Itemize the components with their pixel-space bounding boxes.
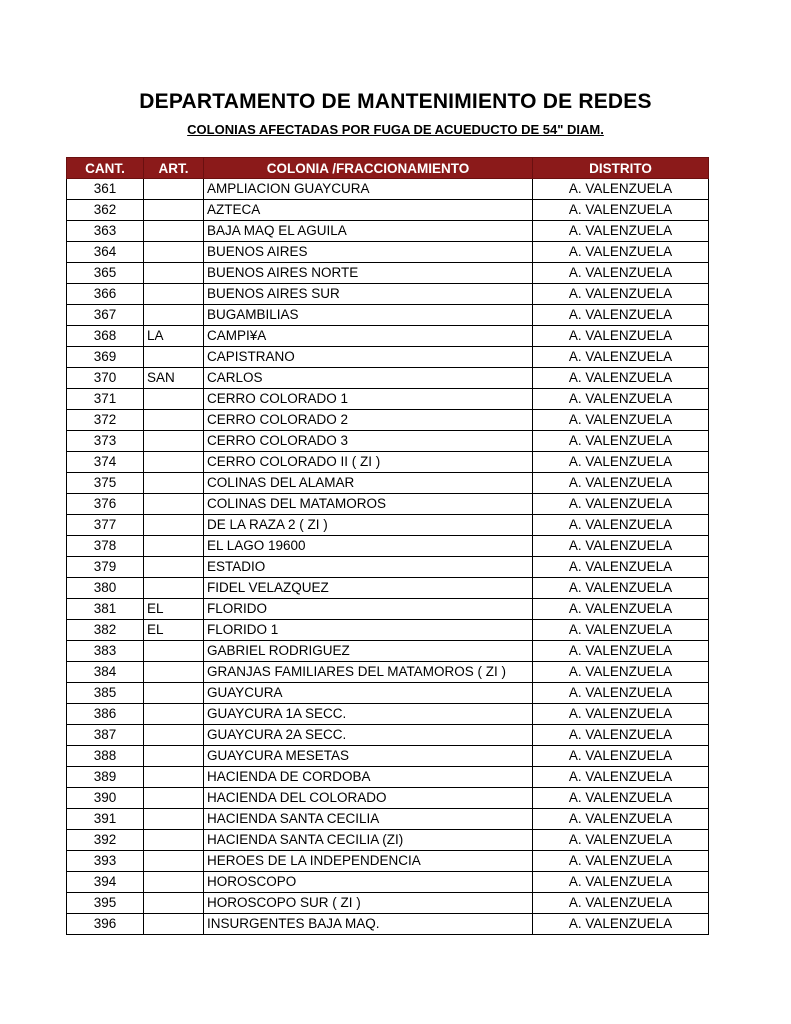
table-row bbox=[67, 431, 709, 452]
cell-art bbox=[144, 725, 204, 746]
cell-art bbox=[144, 515, 204, 536]
cell-colonia: GUAYCURA 2A SECC. bbox=[204, 725, 533, 746]
cell-art bbox=[144, 578, 204, 599]
cell-cant: 384 bbox=[67, 662, 144, 683]
cell-colonia: COLINAS DEL MATAMOROS bbox=[204, 494, 533, 515]
table-row bbox=[67, 683, 709, 704]
cell-cant: 380 bbox=[67, 578, 144, 599]
cell-distrito: A. VALENZUELA bbox=[533, 620, 709, 641]
cell-cant: 392 bbox=[67, 830, 144, 851]
cell-colonia: CAMPI¥A bbox=[204, 326, 533, 347]
cell-distrito: A. VALENZUELA bbox=[533, 578, 709, 599]
table-row bbox=[67, 368, 709, 389]
cell-cant: 372 bbox=[67, 410, 144, 431]
table-row bbox=[67, 809, 709, 830]
cell-cant: 386 bbox=[67, 704, 144, 725]
cell-cant: 368 bbox=[67, 326, 144, 347]
table-row bbox=[67, 662, 709, 683]
cell-colonia: EL LAGO 19600 bbox=[204, 536, 533, 557]
cell-cant: 375 bbox=[67, 473, 144, 494]
cell-colonia: COLINAS DEL ALAMAR bbox=[204, 473, 533, 494]
cell-art: LA bbox=[144, 326, 204, 347]
table-row bbox=[67, 263, 709, 284]
cell-distrito: A. VALENZUELA bbox=[533, 305, 709, 326]
cell-distrito: A. VALENZUELA bbox=[533, 410, 709, 431]
document-title: DEPARTAMENTO DE MANTENIMIENTO DE REDES bbox=[139, 90, 652, 113]
table-row bbox=[67, 389, 709, 410]
cell-colonia: CERRO COLORADO 1 bbox=[204, 389, 533, 410]
cell-cant: 364 bbox=[67, 242, 144, 263]
cell-cant: 389 bbox=[67, 767, 144, 788]
cell-cant: 361 bbox=[67, 179, 144, 200]
cell-cant: 365 bbox=[67, 263, 144, 284]
cell-cant: 379 bbox=[67, 557, 144, 578]
cell-art: EL bbox=[144, 620, 204, 641]
cell-colonia: CARLOS bbox=[204, 368, 533, 389]
cell-art bbox=[144, 914, 204, 935]
cell-cant: 367 bbox=[67, 305, 144, 326]
table-row bbox=[67, 284, 709, 305]
cell-distrito: A. VALENZUELA bbox=[533, 284, 709, 305]
table-row bbox=[67, 494, 709, 515]
cell-art bbox=[144, 851, 204, 872]
document-subtitle: COLONIAS AFECTADAS POR FUGA DE ACUEDUCTO DE 54" DIAM. bbox=[187, 122, 604, 137]
cell-art bbox=[144, 893, 204, 914]
cell-art bbox=[144, 221, 204, 242]
cell-distrito: A. VALENZUELA bbox=[533, 641, 709, 662]
table-row bbox=[67, 536, 709, 557]
cell-distrito: A. VALENZUELA bbox=[533, 536, 709, 557]
cell-art bbox=[144, 263, 204, 284]
cell-colonia: BUGAMBILIAS bbox=[204, 305, 533, 326]
cell-art bbox=[144, 410, 204, 431]
cell-cant: 366 bbox=[67, 284, 144, 305]
cell-colonia: BUENOS AIRES bbox=[204, 242, 533, 263]
cell-colonia: BAJA MAQ EL AGUILA bbox=[204, 221, 533, 242]
cell-distrito: A. VALENZUELA bbox=[533, 179, 709, 200]
cell-art bbox=[144, 662, 204, 683]
cell-art bbox=[144, 389, 204, 410]
header-art: ART. bbox=[144, 158, 204, 179]
cell-art bbox=[144, 347, 204, 368]
header-colonia: COLONIA /FRACCIONAMIENTO bbox=[204, 158, 533, 179]
cell-art bbox=[144, 284, 204, 305]
cell-colonia: CAPISTRANO bbox=[204, 347, 533, 368]
cell-colonia: AMPLIACION GUAYCURA bbox=[204, 179, 533, 200]
cell-distrito: A. VALENZUELA bbox=[533, 746, 709, 767]
table-row bbox=[67, 347, 709, 368]
table-row bbox=[67, 893, 709, 914]
header-cant: CANT. bbox=[67, 158, 144, 179]
cell-colonia: FLORIDO 1 bbox=[204, 620, 533, 641]
table-row bbox=[67, 767, 709, 788]
cell-art bbox=[144, 767, 204, 788]
cell-cant: 376 bbox=[67, 494, 144, 515]
cell-distrito: A. VALENZUELA bbox=[533, 221, 709, 242]
table-row bbox=[67, 326, 709, 347]
cell-colonia: BUENOS AIRES SUR bbox=[204, 284, 533, 305]
cell-distrito: A. VALENZUELA bbox=[533, 326, 709, 347]
cell-cant: 363 bbox=[67, 221, 144, 242]
cell-colonia: HACIENDA DE CORDOBA bbox=[204, 767, 533, 788]
cell-cant: 371 bbox=[67, 389, 144, 410]
table-row bbox=[67, 578, 709, 599]
cell-distrito: A. VALENZUELA bbox=[533, 452, 709, 473]
table-row bbox=[67, 914, 709, 935]
cell-colonia: DE LA RAZA 2 ( ZI ) bbox=[204, 515, 533, 536]
cell-distrito: A. VALENZUELA bbox=[533, 662, 709, 683]
table-row bbox=[67, 179, 709, 200]
cell-art bbox=[144, 641, 204, 662]
cell-art bbox=[144, 788, 204, 809]
cell-cant: 377 bbox=[67, 515, 144, 536]
cell-cant: 373 bbox=[67, 431, 144, 452]
cell-cant: 390 bbox=[67, 788, 144, 809]
cell-distrito: A. VALENZUELA bbox=[533, 851, 709, 872]
cell-art bbox=[144, 536, 204, 557]
table-row bbox=[67, 221, 709, 242]
cell-cant: 369 bbox=[67, 347, 144, 368]
cell-art bbox=[144, 557, 204, 578]
cell-colonia: HACIENDA DEL COLORADO bbox=[204, 788, 533, 809]
cell-cant: 378 bbox=[67, 536, 144, 557]
table-row bbox=[67, 599, 709, 620]
cell-art bbox=[144, 683, 204, 704]
table-row bbox=[67, 515, 709, 536]
cell-art bbox=[144, 494, 204, 515]
table-row bbox=[67, 851, 709, 872]
cell-colonia: CERRO COLORADO 2 bbox=[204, 410, 533, 431]
table-row bbox=[67, 242, 709, 263]
cell-art bbox=[144, 473, 204, 494]
cell-distrito: A. VALENZUELA bbox=[533, 809, 709, 830]
table-row bbox=[67, 641, 709, 662]
colonias-table bbox=[66, 157, 709, 935]
cell-cant: 385 bbox=[67, 683, 144, 704]
cell-colonia: FLORIDO bbox=[204, 599, 533, 620]
table-row bbox=[67, 725, 709, 746]
cell-distrito: A. VALENZUELA bbox=[533, 200, 709, 221]
table-row bbox=[67, 410, 709, 431]
cell-colonia: BUENOS AIRES NORTE bbox=[204, 263, 533, 284]
table-row bbox=[67, 452, 709, 473]
cell-colonia: CERRO COLORADO 3 bbox=[204, 431, 533, 452]
cell-distrito: A. VALENZUELA bbox=[533, 830, 709, 851]
cell-cant: 382 bbox=[67, 620, 144, 641]
cell-art bbox=[144, 200, 204, 221]
cell-art bbox=[144, 431, 204, 452]
cell-colonia: AZTECA bbox=[204, 200, 533, 221]
table-row bbox=[67, 557, 709, 578]
cell-distrito: A. VALENZUELA bbox=[533, 431, 709, 452]
cell-distrito: A. VALENZUELA bbox=[533, 683, 709, 704]
cell-distrito: A. VALENZUELA bbox=[533, 494, 709, 515]
cell-cant: 383 bbox=[67, 641, 144, 662]
cell-art bbox=[144, 305, 204, 326]
cell-colonia: INSURGENTES BAJA MAQ. bbox=[204, 914, 533, 935]
cell-cant: 381 bbox=[67, 599, 144, 620]
cell-distrito: A. VALENZUELA bbox=[533, 473, 709, 494]
table-row bbox=[67, 473, 709, 494]
cell-cant: 394 bbox=[67, 872, 144, 893]
cell-distrito: A. VALENZUELA bbox=[533, 242, 709, 263]
cell-art bbox=[144, 830, 204, 851]
cell-colonia: FIDEL VELAZQUEZ bbox=[204, 578, 533, 599]
cell-distrito: A. VALENZUELA bbox=[533, 263, 709, 284]
cell-cant: 391 bbox=[67, 809, 144, 830]
header-distrito: DISTRITO bbox=[533, 158, 709, 179]
table-row bbox=[67, 305, 709, 326]
cell-distrito: A. VALENZUELA bbox=[533, 788, 709, 809]
cell-distrito: A. VALENZUELA bbox=[533, 347, 709, 368]
cell-colonia: GUAYCURA 1A SECC. bbox=[204, 704, 533, 725]
cell-cant: 396 bbox=[67, 914, 144, 935]
cell-art bbox=[144, 242, 204, 263]
cell-colonia: GUAYCURA MESETAS bbox=[204, 746, 533, 767]
cell-art bbox=[144, 179, 204, 200]
cell-art: SAN bbox=[144, 368, 204, 389]
cell-colonia: CERRO COLORADO II ( ZI ) bbox=[204, 452, 533, 473]
cell-art bbox=[144, 809, 204, 830]
cell-cant: 393 bbox=[67, 851, 144, 872]
cell-colonia: HACIENDA SANTA CECILIA (ZI) bbox=[204, 830, 533, 851]
cell-cant: 388 bbox=[67, 746, 144, 767]
cell-distrito: A. VALENZUELA bbox=[533, 599, 709, 620]
table-row bbox=[67, 200, 709, 221]
cell-colonia: HACIENDA SANTA CECILIA bbox=[204, 809, 533, 830]
cell-distrito: A. VALENZUELA bbox=[533, 914, 709, 935]
cell-colonia: GABRIEL RODRIGUEZ bbox=[204, 641, 533, 662]
cell-colonia: HOROSCOPO SUR ( ZI ) bbox=[204, 893, 533, 914]
cell-colonia: HEROES DE LA INDEPENDENCIA bbox=[204, 851, 533, 872]
cell-cant: 395 bbox=[67, 893, 144, 914]
cell-distrito: A. VALENZUELA bbox=[533, 725, 709, 746]
cell-art bbox=[144, 452, 204, 473]
cell-cant: 370 bbox=[67, 368, 144, 389]
table-row bbox=[67, 746, 709, 767]
table-row bbox=[67, 830, 709, 851]
cell-colonia: ESTADIO bbox=[204, 557, 533, 578]
cell-cant: 362 bbox=[67, 200, 144, 221]
cell-distrito: A. VALENZUELA bbox=[533, 389, 709, 410]
cell-colonia: HOROSCOPO bbox=[204, 872, 533, 893]
cell-distrito: A. VALENZUELA bbox=[533, 872, 709, 893]
cell-art: EL bbox=[144, 599, 204, 620]
table-row bbox=[67, 788, 709, 809]
table-row bbox=[67, 872, 709, 893]
cell-art bbox=[144, 704, 204, 725]
cell-cant: 374 bbox=[67, 452, 144, 473]
table-row bbox=[67, 620, 709, 641]
cell-distrito: A. VALENZUELA bbox=[533, 515, 709, 536]
table-row bbox=[67, 704, 709, 725]
cell-distrito: A. VALENZUELA bbox=[533, 557, 709, 578]
cell-cant: 387 bbox=[67, 725, 144, 746]
cell-distrito: A. VALENZUELA bbox=[533, 368, 709, 389]
table-header-row bbox=[67, 158, 709, 179]
cell-distrito: A. VALENZUELA bbox=[533, 704, 709, 725]
cell-distrito: A. VALENZUELA bbox=[533, 767, 709, 788]
cell-art bbox=[144, 746, 204, 767]
cell-art bbox=[144, 872, 204, 893]
cell-colonia: GRANJAS FAMILIARES DEL MATAMOROS ( ZI ) bbox=[204, 662, 533, 683]
cell-distrito: A. VALENZUELA bbox=[533, 893, 709, 914]
cell-colonia: GUAYCURA bbox=[204, 683, 533, 704]
